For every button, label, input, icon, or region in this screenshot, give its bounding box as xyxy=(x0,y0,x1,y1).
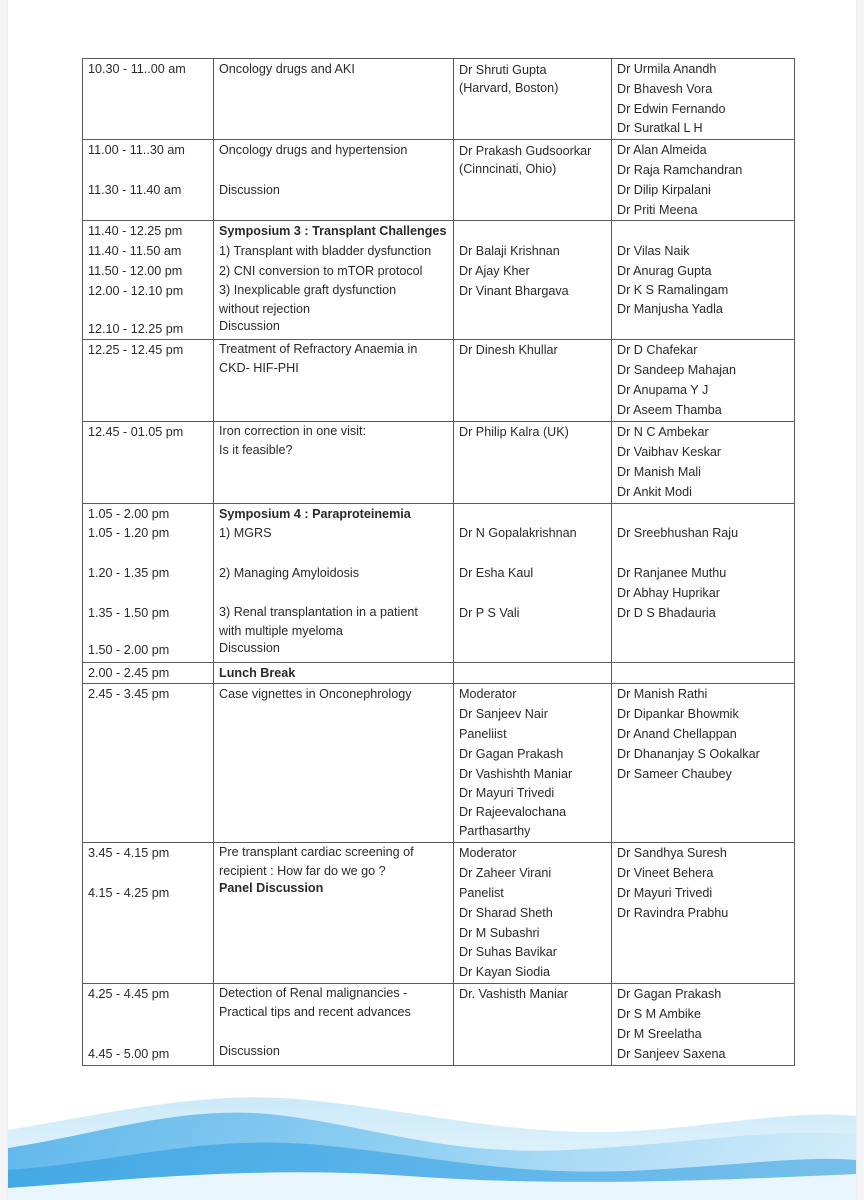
chairperson-cell xyxy=(612,221,795,340)
chairperson-text: Dr Manjusha Yadla xyxy=(617,301,723,316)
panel-discussion-label: Panel Discussion xyxy=(219,881,324,896)
chairperson-text: Dr Edwin Fernando xyxy=(617,101,726,116)
topic-cell xyxy=(214,221,454,340)
speaker-text: Dr. Vashisth Maniar xyxy=(459,987,568,1002)
chairperson-text: Dr Vineet Behera xyxy=(617,866,714,881)
time-text: 2.45 - 3.45 pm xyxy=(88,687,170,702)
schedule-row xyxy=(83,422,795,503)
chairperson-text: Dr Aseem Thamba xyxy=(617,402,722,417)
topic-text: Oncology drugs and AKI xyxy=(219,62,355,76)
time-text: 4.15 - 4.25 pm xyxy=(88,885,170,900)
chairperson-text: Dr Sanjeev Saxena xyxy=(617,1046,726,1061)
time-text: 12.45 - 01.05 pm xyxy=(88,425,184,440)
time-text: 12.00 - 12.10 pm xyxy=(88,283,184,298)
chairperson-text: Dr Sameer Chaubey xyxy=(617,766,732,781)
time-cell xyxy=(83,422,214,503)
chairperson-text: Dr D Chafekar xyxy=(617,343,698,358)
topic-text: Oncology drugs and hypertension xyxy=(219,143,408,158)
time-text: 11.30 - 11.40 am xyxy=(88,182,182,197)
topic-cell xyxy=(214,984,454,1065)
schedule-row xyxy=(83,843,795,984)
schedule-row xyxy=(83,684,795,843)
speaker-cell xyxy=(454,140,612,221)
chairperson-text: Dr Priti Meena xyxy=(617,202,698,217)
schedule-table xyxy=(82,58,795,1066)
topic-cell xyxy=(214,843,454,984)
chairperson-text: Dr Suratkal L H xyxy=(617,121,703,136)
speaker-cell xyxy=(454,340,612,422)
time-text: 1.35 - 1.50 pm xyxy=(88,605,170,620)
speaker-cell xyxy=(454,984,612,1065)
chairperson-text: Dr Vaibhav Keskar xyxy=(617,445,722,460)
time-text: 11.40 - 12.25 pm xyxy=(88,224,183,239)
topic-text: Discussion xyxy=(219,640,280,655)
speaker-text: Dr Ajay Kher xyxy=(459,263,530,278)
chairperson-text: Dr Manish Rathi xyxy=(617,687,708,702)
speaker-text: Dr Prakash Gudsoorkar xyxy=(459,144,592,159)
chairperson-cell xyxy=(612,984,795,1065)
chairperson-cell xyxy=(612,59,795,140)
time-cell xyxy=(83,843,214,984)
speaker-cell xyxy=(454,662,612,684)
chairperson-cell xyxy=(612,684,795,843)
chairperson-text: Dr K S Ramalingam xyxy=(617,282,729,297)
time-text: 3.45 - 4.15 pm xyxy=(88,846,170,861)
topic-text: Pre transplant cardiac screening of xyxy=(219,845,414,860)
speaker-cell xyxy=(454,503,612,662)
chairperson-text: Dr Manish Mali xyxy=(617,464,701,479)
topic-text: Case vignettes in Onconephrology xyxy=(219,687,412,702)
schedule-row xyxy=(83,662,795,684)
topic-text: Discussion xyxy=(219,1044,280,1059)
topic-text: CKD- HIF-PHI xyxy=(219,361,299,376)
time-text: 12.10 - 12.25 pm xyxy=(88,321,184,336)
speaker-text: Dr Shruti Gupta xyxy=(459,63,547,77)
topic-cell xyxy=(214,140,454,221)
speaker-cell xyxy=(454,684,612,843)
speaker-text: (Cinncinati, Ohio) xyxy=(459,162,557,177)
symposium-title: Symposium 4 : Paraproteinemia xyxy=(219,506,411,521)
lunch-break-label: Lunch Break xyxy=(219,665,296,680)
topic-cell xyxy=(214,422,454,503)
topic-text: 2) CNI conversion to mTOR protocol xyxy=(219,263,423,278)
speaker-text: (Harvard, Boston) xyxy=(459,81,559,95)
speaker-text: Dr Vinant Bhargava xyxy=(459,283,569,298)
topic-cell xyxy=(214,662,454,684)
chairperson-text: Dr Abhay Huprikar xyxy=(617,585,720,600)
time-text: 11.50 - 12.00 pm xyxy=(88,263,183,278)
time-cell xyxy=(83,503,214,662)
speaker-cell xyxy=(454,59,612,140)
speaker-text: Dr Gagan Prakash xyxy=(459,746,564,761)
topic-cell xyxy=(214,340,454,422)
chairperson-cell xyxy=(612,503,795,662)
topic-text: without rejection xyxy=(219,301,311,316)
time-text: 12.25 - 12.45 pm xyxy=(88,343,184,358)
schedule-row xyxy=(83,340,795,422)
speaker-text: Dr Suhas Bavikar xyxy=(459,945,557,960)
chairperson-text: Dr D S Bhadauria xyxy=(617,605,716,620)
topic-text: Treatment of Refractory Anaemia in xyxy=(219,342,418,357)
topic-cell xyxy=(214,684,454,843)
chairperson-text: Dr Ravindra Prabhu xyxy=(617,905,729,920)
schedule-row xyxy=(83,59,795,140)
speaker-text: Parthasarthy xyxy=(459,824,531,839)
speaker-text: Dr Philip Kalra (UK) xyxy=(459,425,569,440)
symposium-title: Symposium 3 : Transplant Challenges xyxy=(219,224,447,239)
chairperson-text: Dr Anand Chellappan xyxy=(617,726,737,741)
chairperson-text: Dr Urmila Anandh xyxy=(617,62,717,76)
chairperson-text: Dr Alan Almeida xyxy=(617,143,707,158)
chairperson-text: Dr Anurag Gupta xyxy=(617,263,712,278)
speaker-text: Dr Kayan Siodia xyxy=(459,965,551,980)
topic-text: 1) Transplant with bladder dysfunction xyxy=(219,244,432,259)
time-cell xyxy=(83,59,214,140)
speaker-text: Dr P S Vali xyxy=(459,605,520,620)
chairperson-cell xyxy=(612,662,795,684)
time-text: 2.00 - 2.45 pm xyxy=(88,665,170,680)
time-text: 1.05 - 2.00 pm xyxy=(88,506,170,521)
time-cell xyxy=(83,684,214,843)
topic-text: Practical tips and recent advances xyxy=(219,1005,411,1020)
speaker-text: Dr N Gopalakrishnan xyxy=(459,526,577,541)
chairperson-cell xyxy=(612,422,795,503)
topic-text: with multiple myeloma xyxy=(219,623,343,638)
time-text: 10.30 - 11..00 am xyxy=(88,62,186,76)
chairperson-text: Dr Anupama Y J xyxy=(617,382,709,397)
chairperson-cell xyxy=(612,843,795,984)
speaker-text: Dr Esha Kaul xyxy=(459,565,534,580)
chairperson-cell xyxy=(612,340,795,422)
speaker-cell xyxy=(454,422,612,503)
topic-text: Discussion xyxy=(219,182,280,197)
time-cell xyxy=(83,984,214,1065)
speaker-text: Dr Sanjeev Nair xyxy=(459,707,548,722)
topic-cell xyxy=(214,503,454,662)
time-text: 11.00 - 11..30 am xyxy=(88,143,185,158)
time-text: 4.45 - 5.00 pm xyxy=(88,1046,170,1061)
time-text: 11.40 - 11.50 am xyxy=(88,244,182,259)
topic-text: Iron correction in one visit: xyxy=(219,424,366,439)
schedule-row xyxy=(83,221,795,340)
chairperson-text: Dr Vilas Naik xyxy=(617,244,690,259)
chairperson-text: Dr Dipankar Bhowmik xyxy=(617,707,739,722)
schedule-row xyxy=(83,503,795,662)
chairperson-cell xyxy=(612,140,795,221)
time-cell xyxy=(83,662,214,684)
speaker-text: Dr Dinesh Khullar xyxy=(459,343,558,358)
time-text: 4.25 - 4.45 pm xyxy=(88,987,170,1002)
speaker-text: Dr M Subashri xyxy=(459,925,540,940)
time-text: 1.20 - 1.35 pm xyxy=(88,565,170,580)
chairperson-text: Dr S M Ambike xyxy=(617,1007,701,1022)
time-cell xyxy=(83,140,214,221)
chairperson-text: Dr Ranjanee Muthu xyxy=(617,565,727,580)
chairperson-text: Dr Dilip Kirpalani xyxy=(617,182,711,197)
speaker-text: Panelist xyxy=(459,885,504,900)
topic-text: 2) Managing Amyloidosis xyxy=(219,565,360,580)
chairperson-text: Dr Raja Ramchandran xyxy=(617,162,743,177)
topic-text: Is it feasible? xyxy=(219,443,293,458)
topic-text: recipient : How far do we go ? xyxy=(219,864,386,879)
chairperson-text: Dr Mayuri Trivedi xyxy=(617,885,713,900)
topic-text: Detection of Renal malignancies - xyxy=(219,986,408,1001)
chairperson-text: Dr Sandeep Mahajan xyxy=(617,363,737,378)
decorative-wave-footer xyxy=(8,1070,856,1200)
chairperson-text: Dr Ankit Modi xyxy=(617,484,692,499)
speaker-cell xyxy=(454,221,612,340)
speaker-text: Dr Mayuri Trivedi xyxy=(459,786,555,801)
chairperson-text: Dr Gagan Prakash xyxy=(617,987,722,1002)
speaker-cell xyxy=(454,843,612,984)
chairperson-text: Dr M Sreelatha xyxy=(617,1026,702,1041)
schedule-row xyxy=(83,984,795,1065)
speaker-text: Dr Zaheer Virani xyxy=(459,866,552,881)
speaker-text: Dr Vashishth Maniar xyxy=(459,766,573,781)
topic-text: 3) Renal transplantation in a patient xyxy=(219,604,418,619)
topic-text: Discussion xyxy=(219,318,280,333)
chairperson-text: Dr Bhavesh Vora xyxy=(617,81,713,96)
chairperson-text: Dr Sreebhushan Raju xyxy=(617,526,739,541)
speaker-text: Paneliist xyxy=(459,726,507,741)
topic-cell xyxy=(214,59,454,140)
time-text: 1.05 - 1.20 pm xyxy=(88,526,170,541)
speaker-text: Moderator xyxy=(459,846,517,861)
topic-text: 1) MGRS xyxy=(219,526,272,541)
schedule-row xyxy=(83,140,795,221)
speaker-text: Dr Balaji Krishnan xyxy=(459,244,560,259)
chairperson-text: Dr N C Ambekar xyxy=(617,425,709,440)
topic-text: 3) Inexplicable graft dysfunction xyxy=(219,282,397,297)
speaker-text: Dr Rajeevalochana xyxy=(459,805,567,820)
time-text: 1.50 - 2.00 pm xyxy=(88,643,170,658)
speaker-text: Moderator xyxy=(459,687,517,702)
time-cell xyxy=(83,221,214,340)
chairperson-text: Dr Sandhya Suresh xyxy=(617,846,727,861)
speaker-text: Dr Sharad Sheth xyxy=(459,905,553,920)
time-cell xyxy=(83,340,214,422)
chairperson-text: Dr Dhananjay S Ookalkar xyxy=(617,746,760,761)
